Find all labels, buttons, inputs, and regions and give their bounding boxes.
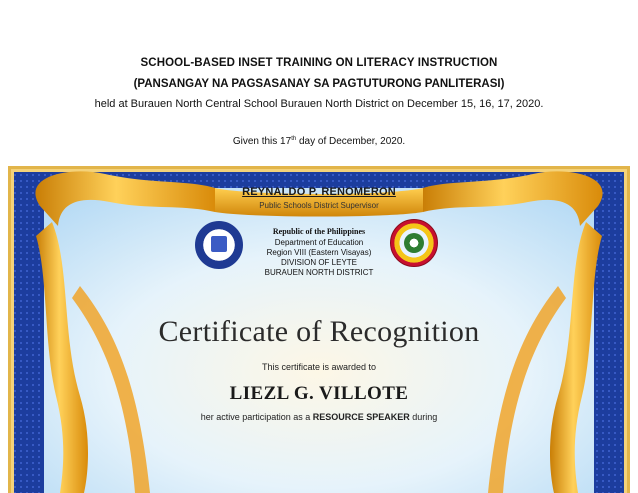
given-prefix: Given this 17 [232,136,292,147]
district-label: BURAUEN NORTH DISTRICT [264,268,374,277]
training-subtitle: (PANSANGAY NA PAGSASANAY SA PAGTUTURONG PANLITERASI) [133,78,505,90]
certificate-title: Certificate of Recognition [158,315,480,348]
department-label: Department of Education [274,238,364,247]
republic-label: Republic of the Philippines [272,227,366,236]
participation-prefix: her active participation as a [200,412,313,422]
participation-suffix: during [409,412,438,422]
training-title: SCHOOL-BASED INSET TRAINING ON LITERACY INSTRUCTION [140,57,498,69]
participation-role: RESOURCE SPEAKER [312,412,410,422]
awarded-text: This certificate is awarded to [261,362,377,372]
given-suffix: day of December, 2020. [296,136,406,147]
training-venue-dates: held at Burauen North Central School Burauen North District on December 15, 16, 17, 2020. [94,98,544,110]
given-sup: th [291,136,297,142]
signatory-name: REYNALDO P. RENOMERON [242,186,396,198]
division-label: DIVISION OF LEYTE [280,258,357,267]
given-date [0,136,638,147]
participation-text [0,412,638,422]
region-label: Region VIII (Eastern Visayas) [266,248,372,257]
signatory-title: Public Schools District Supervisor [259,201,379,210]
recipient-name: LIEZL G. VILLOTE [229,383,409,404]
